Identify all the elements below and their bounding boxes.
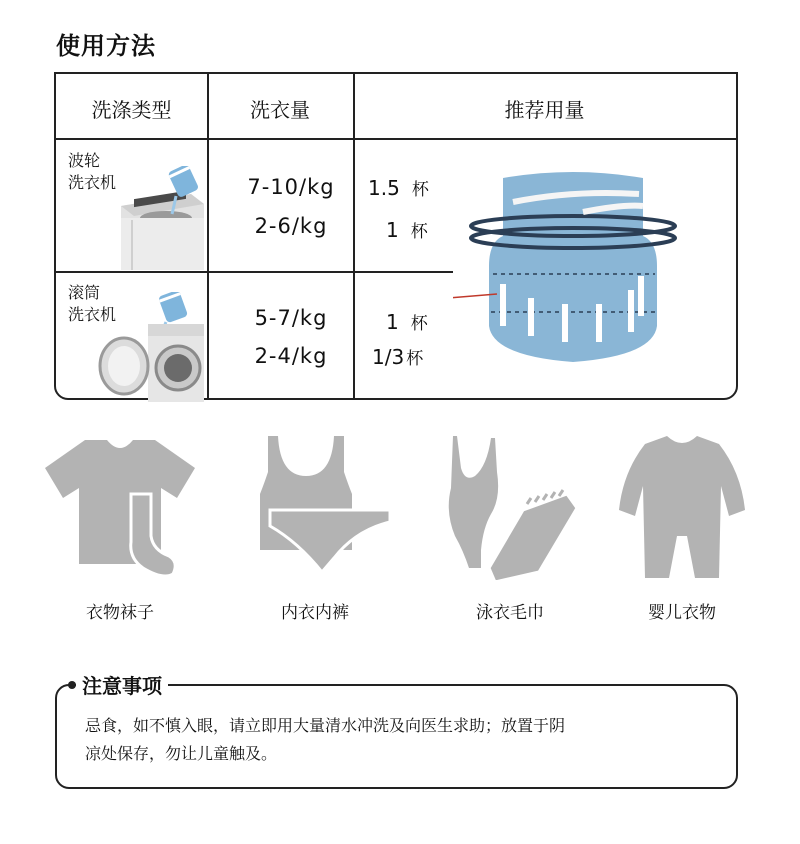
dosage-amount: 1/3 杯 [372,345,424,369]
machine-label-top-loader: 波轮 洗衣机 [68,151,117,192]
dosage-amount: 1 杯 [386,218,428,242]
top-loader-washer-icon [116,166,206,270]
dosage-amount: 1.5 杯 [368,176,429,200]
category-row [0,432,800,632]
swimsuit-towel-icon [435,432,585,580]
load-weight: 2-6/kg [254,214,328,238]
usage-table [54,72,738,400]
notice-bullet-icon [68,681,76,689]
page-title: 使用方法 [56,32,156,60]
header-load: 洗衣量 [250,98,310,122]
header-wash-type: 洗涤类型 [91,98,172,122]
underwear-icon [240,432,390,580]
baby-clothes-icon [607,432,757,580]
front-loader-washer-icon [86,292,206,402]
dosage-amount: 1 杯 [386,310,428,334]
category-swimwear-towel [430,432,590,623]
load-weight: 5-7/kg [254,306,328,330]
header-dosage: 推荐用量 [504,98,585,122]
notice-text: 忌食，如不慎入眼，请立即用大量清水冲洗及向医生求助；放置于阴 凉处保存，勿让儿童触及。 [85,716,566,763]
category-label: 内衣内裤 [281,603,349,623]
tshirt-sock-icon [45,432,195,580]
category-label: 泳衣毛巾 [476,603,544,623]
machine-label-front-loader: 滚筒 洗衣机 [68,283,117,324]
category-label: 婴儿衣物 [648,603,716,623]
category-underwear [235,432,395,623]
load-weight: 7-10/kg [247,175,335,199]
load-weight: 2-4/kg [254,344,328,368]
category-label: 衣物袜子 [86,603,154,623]
notice-title: 注意事项 [76,670,168,699]
category-tshirt-socks [40,432,200,623]
category-baby-clothes [602,432,762,623]
measuring-cup-icon [453,166,698,366]
